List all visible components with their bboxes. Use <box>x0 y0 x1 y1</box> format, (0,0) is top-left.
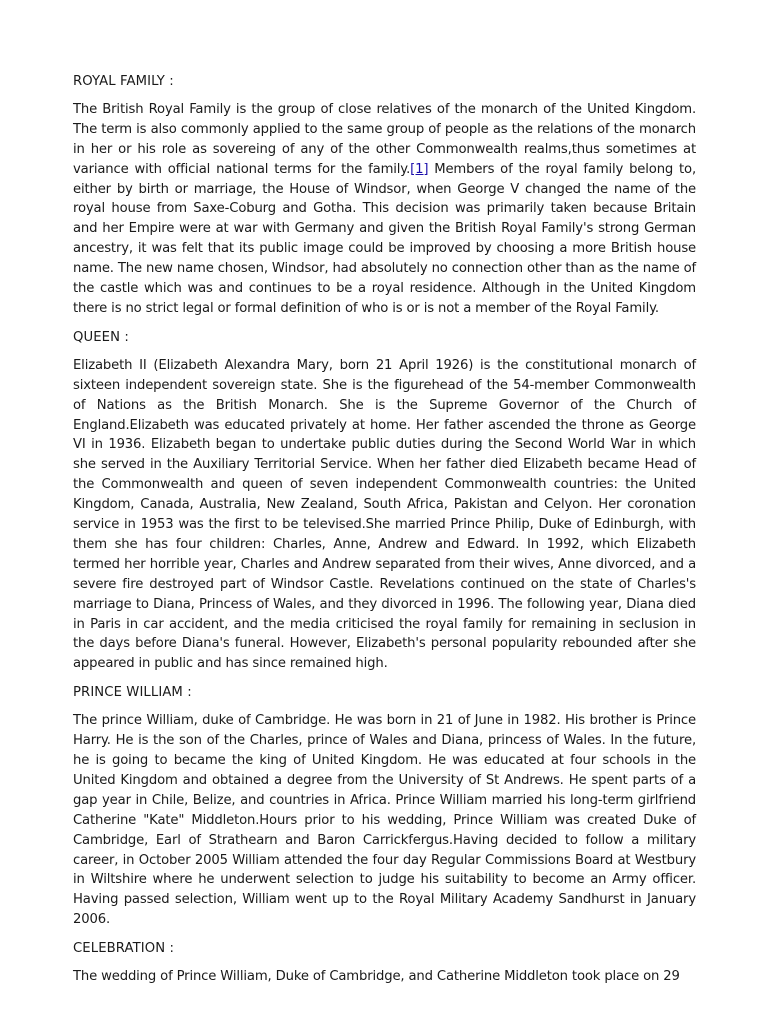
prince-william-paragraph: The prince William, duke of Cambridge. He was born in 21 of June in 1982. His brother is Prince Harry. He is the son of the Charles, prince of Wales and Diana, princess of Wales. In the future, he is going to became the king of United Kingdom. He was educated at four schools in the United Kingdom and obtained a degree from the University of St Andrews. He spent parts of a gap year in Chile, Belize, and countries in Africa. Prince William married his long-term girlfriend Catherine "Kate" Middleton.Hours prior to his wedding, Prince William was created Duke of Cambridge, Earl of Strathearn and Baron Carrickfergus.Having decided to follow a military career, in October 2005 William attended the four day Regular Commissions Board at Westbury in Wiltshire where he underwent selection to judge his suitability to become an Army officer. Having passed selection, William went up to the Royal Military Academy Sandhurst in January 2006. <box>73 713 696 928</box>
royal-family-paragraph <box>73 100 696 319</box>
royal-family-text-end: Members of the royal family belong to, either by birth or marriage, the House of Windsor, when George V changed the name of the royal house from Saxe-Coburg and Gotha. This decision was primarily taken because Britain and her Empire were at war with Germany and given the British Royal Family's strong German ancestry, it was felt that its public image could be improved by choosing a more British house name. The new name chosen, Windsor, had absolutely no connection other than as the name of the castle which was and continues to be a royal residence. Although in the United Kingdom there is no strict legal or formal definition of who is or is not a member of the Royal Family. <box>73 161 696 316</box>
celebration-paragraph: The wedding of Prince William, Duke of Cambridge, and Catherine Middleton took place on 29 <box>73 969 680 985</box>
queen-heading: QUEEN : <box>73 329 129 345</box>
celebration-heading: CELEBRATION : <box>73 941 175 957</box>
prince-william-heading: PRINCE WILLIAM : <box>73 685 192 701</box>
royal-family-text-start: The British Royal Family is the group of close relatives of the monarch of the United Kingdom. The term is also commonly applied to the same group of people as the relations of the monarch in her or his role as sovereing of any of the other Commonwealth realms,thus sometimes at variance with official national terms for the family. <box>73 101 696 177</box>
document-page <box>73 72 696 996</box>
royal-family-heading: ROYAL FAMILY : <box>73 74 174 89</box>
queen-paragraph: Elizabeth II (Elizabeth Alexandra Mary, born 21 April 1926) is the constitutional monarch of sixteen independent sovereign state. She is the figurehead of the 54-member Commonwealth of Nations as the British Monarch. She is the Supreme Governor of the Church of England.Elizabeth was educated privately at home. Her father ascended the throne as George VI in 1936. Elizabeth began to undertake public duties during the Second World War in which she served in the Auxiliary Territorial Service. When her father died Elizabeth became Head of the Commonwealth and queen of seven independent Commonwealth countries: the United Kingdom, Canada, Australia, New Zealand, South Africa, Pakistan and Celyon. Her coronation service in 1953 was the first to be televised.She married Prince Philip, Duke of Edinburgh, with them she has four children: Charles, Anne, Andrew and Edward. In 1992, which Elizabeth termed her horrible year, Charles and Andrew separated from their wives, Anne divorced, and a severe fire destroyed part of Windsor Castle. Revelations continued on the state of Charles's marriage to Diana, Princess of Wales, and they divorced in 1996. The following year, Diana died in Paris in car accident, and the media criticised the royal family for remaining in seclusion in the days before Diana's funeral. However, Elizabeth's personal popularity rebounded after she appeared in public and has since remained high. <box>73 357 696 672</box>
footnote-link-1[interactable]: [1] <box>410 161 429 177</box>
